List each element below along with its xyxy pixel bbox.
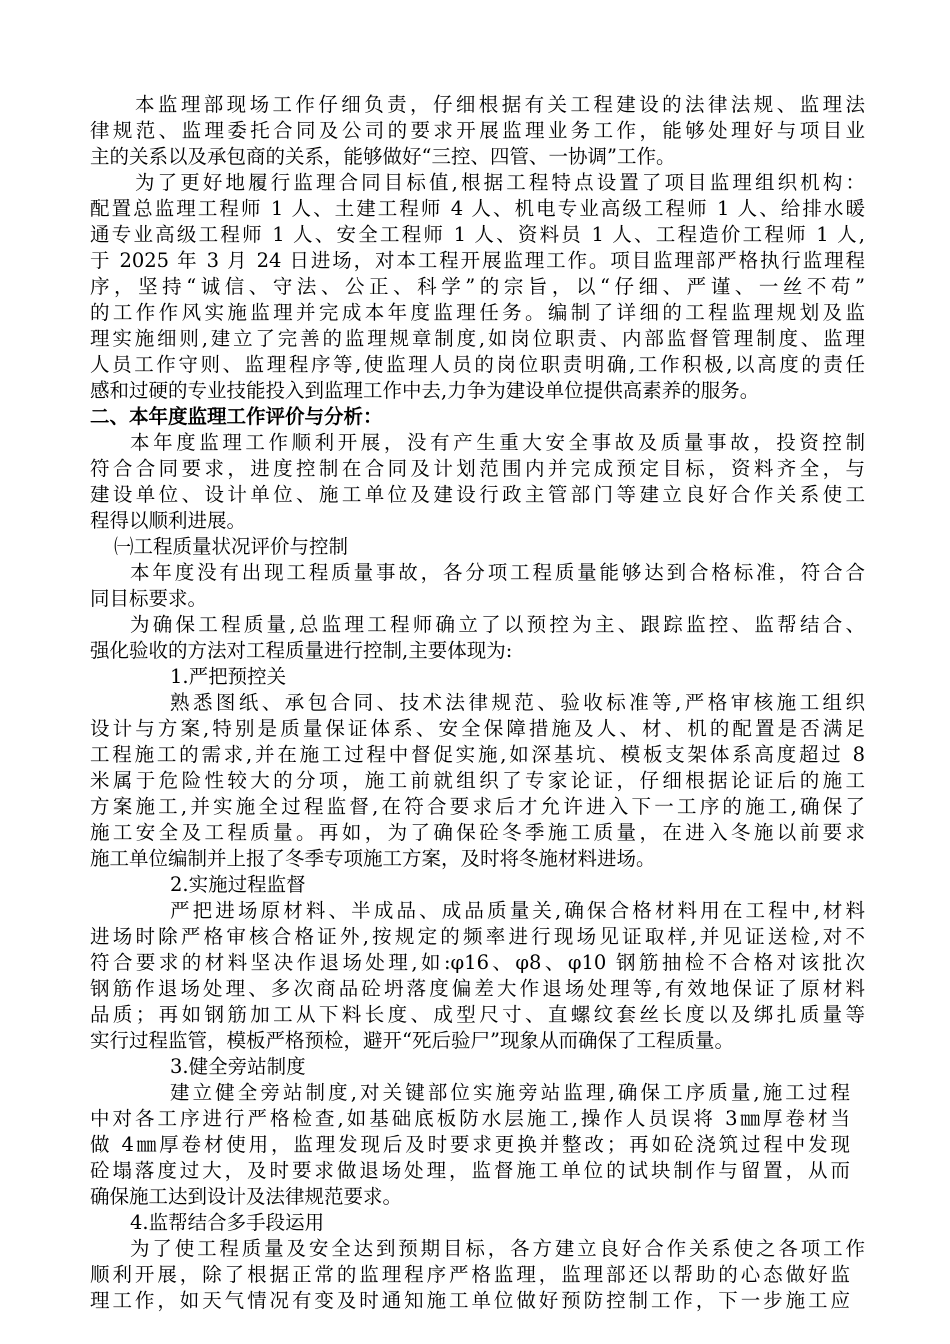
paragraph-line: 本年度监理工作顺利开展，没有产生重大安全事故及质量事故，投资控制: [130, 431, 865, 454]
paragraph-line: 于 2025 年 3 月 24 日进场，对本工程开展监理工作。项目监理部严格执行监理程: [90, 249, 865, 272]
paragraph-line: 工程施工的需求,并在施工过程中督促实施,如深基坑、模板支架体系高度超过 8: [90, 743, 865, 766]
paragraph-line: 为确保工程质量,总监理工程师确立了以预控为主、跟踪监控、监帮结合、: [130, 613, 865, 636]
paragraph-line: 品质；再如钢筋加工从下料长度、成型尺寸、直螺纹套丝长度以及绑扎质量等: [90, 1003, 865, 1026]
paragraph-line: 建立健全旁站制度,对关键部位实施旁站监理,确保工序质量,施工过程: [170, 1081, 850, 1104]
item-heading: 2.实施过程监督: [170, 873, 306, 896]
paragraph-line: 为了使工程质量及安全达到预期目标，各方建立良好合作关系使之各项工作: [130, 1237, 865, 1260]
paragraph-line: 人员工作守则、监理程序等,使监理人员的岗位职责明确,工作积极,以高度的责任: [90, 353, 865, 376]
paragraph-line: 符合合同要求，进度控制在合同及计划范围内并完成预定目标，资料齐全，与: [90, 457, 865, 480]
item-heading: 4.监帮结合多手段运用: [130, 1211, 325, 1234]
paragraph-line: 顺利开展，除了根据正常的监理程序严格监理，监理部还以帮助的心态做好监: [90, 1263, 850, 1286]
paragraph-line: 主的关系以及承包商的关系，能够做好“三控、四管、一协调”工作。: [90, 145, 676, 168]
paragraph-line: 中对各工序进行严格检查,如基础底板防水层施工,操作人员误将 3㎜厚卷材当: [90, 1107, 850, 1130]
paragraph-line: 感和过硬的专业技能投入到监理工作中去,力争为建设单位提供高素养的服务。: [90, 379, 760, 402]
paragraph-line: 强化验收的方法对工程质量进行控制,主要体现为:: [90, 639, 513, 662]
paragraph-line: 律规范、监理委托合同及公司的要求开展监理业务工作，能够处理好与项目业: [90, 119, 865, 142]
paragraph-line: 钢筋作退场处理、多次商品砼坍落度偏差大作退场处理等,有效地保证了原材料: [90, 977, 865, 1000]
paragraph-line: 本监理部现场工作仔细负责，仔细根据有关工程建设的法律法规、监理法: [135, 93, 865, 116]
paragraph-line: 配置总监理工程师 1 人、土建工程师 4 人、机电专业高级工程师 1 人、给排水暖: [90, 197, 865, 220]
paragraph-line: 做 4㎜厚卷材使用，监理发现后及时要求更换并整改；再如砼浇筑过程中发现: [90, 1133, 850, 1156]
paragraph-line: 确保施工达到设计及法律规范要求。: [90, 1185, 403, 1208]
paragraph-line: 符合要求的材料坚决作退场处理,如:φ16、φ8、φ10 钢筋抽检不合格对该批次: [90, 951, 865, 974]
subsection-heading: ㈠工程质量状况评价与控制: [114, 535, 349, 558]
paragraph-line: 理工作，如天气情况有变及时通知施工单位做好预防控制工作，下一步施工应: [90, 1289, 850, 1312]
paragraph-line: 砼塌落度过大，及时要求做退场处理，监督施工单位的试块制作与留置，从而: [90, 1159, 850, 1182]
paragraph-line: 进场时除严格审核合格证外,按规定的频率进行现场见证取样,并见证送检,对不: [90, 925, 865, 948]
paragraph-line: 本年度没有出现工程质量事故，各分项工程质量能够达到合格标准，符合合: [130, 561, 865, 584]
paragraph-line: 严把进场原材料、半成品、成品质量关,确保合格材料用在工程中,材料: [170, 899, 865, 922]
paragraph-line: 设计与方案,特别是质量保证体系、安全保障措施及人、材、机的配置是否满足: [90, 717, 865, 740]
item-heading: 3.健全旁站制度: [170, 1055, 306, 1078]
paragraph-line: 理实施细则,建立了完善的监理规章制度,如岗位职责、内部监督管理制度、监理: [90, 327, 865, 350]
section-heading: 二、本年度监理工作评价与分析：: [90, 405, 383, 428]
item-heading: 1.严把预控关: [170, 665, 287, 688]
paragraph-line: 熟悉图纸、承包合同、技术法律规范、验收标准等,严格审核施工组织: [170, 691, 865, 714]
paragraph-line: 程得以顺利进展。: [90, 509, 247, 532]
paragraph-line: 的工作作风实施监理并完成本年度监理任务。编制了详细的工程监理规划及监: [90, 301, 865, 324]
paragraph-line: 施工安全及工程质量。再如，为了确保砼冬季施工质量，在进入冬施以前要求: [90, 821, 865, 844]
paragraph-line: 米属于危险性较大的分项，施工前就组织了专家论证，仔细根据论证后的施工: [90, 769, 865, 792]
paragraph-line: 通专业高级工程师 1 人、安全工程师 1 人、资料员 1 人、工程造价工程师 1 人,: [90, 223, 865, 246]
paragraph-line: 同目标要求。: [90, 587, 208, 610]
paragraph-line: 实行过程监管，模板严格预检，避开“死后验尸”现象从而确保了工程质量。: [90, 1029, 734, 1052]
paragraph-line: 方案施工,并实施全过程监督,在符合要求后才允许进入下一工序的施工,确保了: [90, 795, 865, 818]
paragraph-line: 序，坚持“诚信、守法、公正、科学”的宗旨，以“仔细、严谨、一丝不苟”: [90, 275, 865, 298]
paragraph-line: 为了更好地履行监理合同目标值,根据工程特点设置了项目监理组织机构：: [135, 171, 865, 194]
paragraph-line: 施工单位编制并上报了冬季专项施工方案，及时将冬施材料进场。: [90, 847, 656, 870]
paragraph-line: 建设单位、设计单位、施工单位及建设行政主管部门等建立良好合作关系使工: [90, 483, 865, 506]
